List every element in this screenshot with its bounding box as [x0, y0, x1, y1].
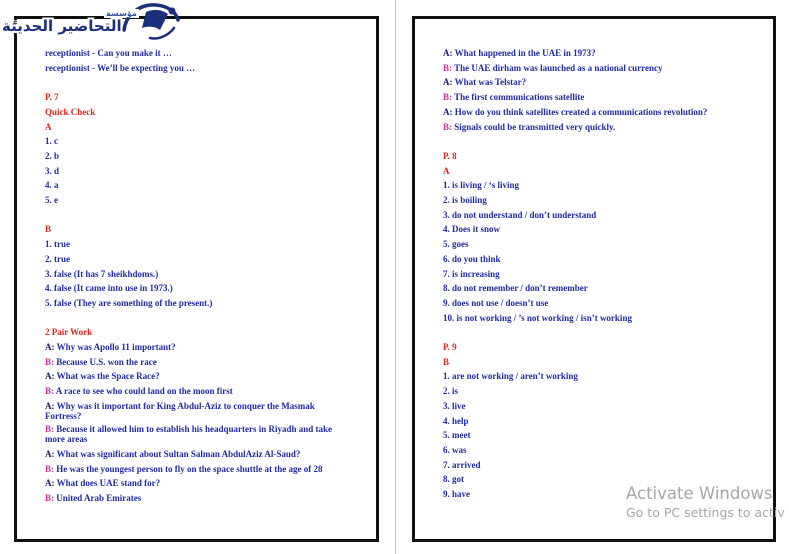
page-label: P. 7 [45, 92, 59, 103]
answer-line: 1. are not working / aren’t working [443, 371, 578, 382]
answer-line: 9. have [443, 489, 470, 500]
answer-line: 1. true [45, 239, 70, 250]
answer-line: 1. is living / ‘s living [443, 180, 520, 191]
dialogue-line [45, 384, 376, 399]
speaker-label: A: [45, 478, 55, 489]
answer-line: 8. got [443, 474, 464, 485]
speaker-label: B: [45, 356, 54, 367]
dialogue-text: Because it allowed him to establish his headquarters in Riyadh and take more areas [45, 423, 333, 445]
speaker-label: A: [45, 400, 55, 411]
answer-line: 8. do not remember / don’t remember [443, 283, 588, 294]
speaker-label: A: [443, 106, 453, 117]
section-title: 2 Pair Work [45, 327, 93, 338]
answer-line: 2. true [45, 253, 70, 264]
receptionist-line: receptionist - Can you make it … [45, 48, 172, 58]
answer-line: 3. do not understand / don’t understand [443, 209, 597, 220]
speaker-label: B: [443, 121, 452, 132]
answer-line: 5. false (They are something of the present.) [45, 297, 213, 308]
answer-line: 10. is not working / ’s not working / isn’t working [443, 312, 632, 323]
dialogue-text: How do you think satellites created a communications revolution? [454, 106, 708, 117]
dialogue-line [45, 462, 376, 477]
dialogue-line [45, 340, 376, 355]
dialogue-text: Why was Apollo 11 important? [56, 342, 176, 353]
dialogue-text: What happened in the UAE in 1973? [454, 48, 596, 58]
answer-line: 4. help [443, 415, 469, 426]
answer-line: 5. e [45, 195, 58, 206]
speaker-label: A: [45, 371, 55, 382]
speaker-label: B: [443, 92, 452, 103]
section-label: A [45, 121, 52, 132]
page-label: P. 9 [443, 342, 457, 353]
speaker-label: B: [45, 423, 54, 434]
dialogue-line [45, 355, 376, 370]
answer-line: 2. is boiling [443, 195, 487, 206]
watermark-title: Activate Windows [626, 484, 773, 503]
dialogue-line [443, 120, 773, 135]
section-title: Quick Check [45, 106, 96, 117]
dialogue-text: Because U.S. won the race [56, 356, 157, 367]
page-label: P. 8 [443, 150, 457, 161]
speaker-label: B: [45, 386, 54, 397]
dialogue-text: What was significant about Sultan Salman AbdulAziz Al-Saud? [56, 448, 301, 459]
speaker-label: A: [443, 77, 453, 88]
answer-line: 5. goes [443, 239, 469, 250]
receptionist-line: receptionist - We’ll be expecting you … [45, 62, 196, 73]
speaker-label: B: [45, 492, 54, 503]
dialogue-line [45, 424, 345, 445]
dialogue-text: Why was it important for King Abdul-Aziz to conquer the Masmak Fortress? [45, 400, 315, 422]
dialogue-text: What does UAE stand for? [56, 478, 161, 489]
logo-subtext: مؤسسة [106, 9, 137, 18]
answer-line: 7. is increasing [443, 268, 500, 279]
dialogue-line [45, 476, 376, 491]
dialogue-text: A race to see who could land on the moon first [55, 386, 233, 397]
dialogue-line [443, 90, 773, 105]
activate-windows-watermark [626, 484, 785, 522]
answer-line: 4. false (It came into use in 1973.) [45, 283, 173, 294]
section-label: A [443, 165, 450, 176]
dialogue-text: The UAE dirham was launched as a national currency [454, 62, 663, 73]
dialogue-text: What was the Space Race? [56, 371, 160, 382]
answer-line: 6. was [443, 444, 467, 455]
answer-line: 5. meet [443, 430, 471, 441]
dialogue-text: Signals could be transmitted very quickly. [454, 121, 616, 132]
answer-line: 2. b [45, 150, 60, 161]
answer-line: 3. false (It has 7 sheikhdoms.) [45, 268, 159, 279]
pages-divider [395, 0, 396, 554]
speaker-label: B: [443, 62, 452, 73]
dialogue-text: United Arab Emirates [56, 492, 142, 503]
dialogue-text: The first communications satellite [454, 92, 585, 103]
dialogue-line [443, 61, 773, 76]
dialogue-line [45, 369, 376, 384]
speaker-label: A: [443, 48, 453, 58]
answer-line: 9. does not use / doesn’t use [443, 297, 549, 308]
dialogue-line [45, 447, 376, 462]
right-page [412, 16, 776, 542]
answer-line: 3. d [45, 165, 60, 176]
watermark-subtitle: Go to PC settings to activ [626, 505, 785, 520]
logo [0, 0, 182, 44]
left-page [14, 16, 379, 542]
section-label: B [45, 224, 52, 235]
dialogue-text: What was Telstar? [454, 77, 527, 88]
answer-line: 2. is [443, 386, 459, 397]
answer-line: 7. arrived [443, 459, 481, 470]
speaker-label: A: [45, 448, 55, 459]
dialogue-line [443, 75, 773, 90]
dialogue-line [45, 491, 376, 506]
speaker-label: B: [45, 463, 54, 474]
speaker-label: A: [45, 342, 55, 353]
dialogue-line [443, 105, 773, 120]
answer-line: 4. Does it snow [443, 224, 501, 235]
logo-text: التحاضير الحديثة [2, 17, 122, 35]
dialogue-line [443, 46, 773, 61]
answer-line: 6. do you think [443, 253, 501, 264]
answer-line: 1. c [45, 136, 58, 147]
answer-line: 3. live [443, 400, 466, 411]
answer-line: 4. a [45, 180, 59, 191]
dialogue-line [45, 401, 345, 422]
section-label: B [443, 356, 450, 367]
dialogue-text: He was the youngest person to fly on the space shuttle at the age of 28 [56, 463, 323, 474]
